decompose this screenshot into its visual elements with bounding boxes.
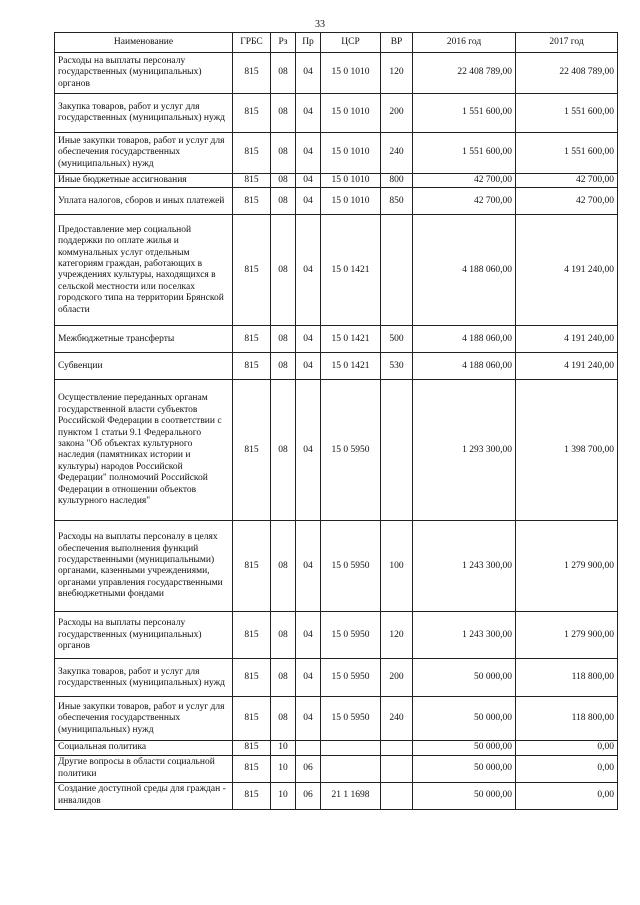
row-grbs: 815 xyxy=(233,353,271,380)
row-csr: 15 0 5950 xyxy=(321,521,381,612)
row-2016: 22 408 789,00 xyxy=(413,53,516,94)
row-name: Уплата налогов, сборов и иных платежей xyxy=(55,188,233,215)
row-vr: 850 xyxy=(381,188,413,215)
row-2017: 4 191 240,00 xyxy=(516,326,618,353)
table-row xyxy=(55,94,618,133)
row-vr: 120 xyxy=(381,53,413,94)
row-pr: 04 xyxy=(296,188,321,215)
row-pr: 04 xyxy=(296,215,321,326)
row-vr xyxy=(381,380,413,521)
row-pr: 04 xyxy=(296,612,321,659)
row-csr: 15 0 1421 xyxy=(321,215,381,326)
row-2016: 4 188 060,00 xyxy=(413,326,516,353)
row-vr: 200 xyxy=(381,94,413,133)
row-pr: 04 xyxy=(296,380,321,521)
row-rz: 08 xyxy=(271,94,296,133)
row-2016: 4 188 060,00 xyxy=(413,353,516,380)
row-rz: 08 xyxy=(271,188,296,215)
row-csr xyxy=(321,741,381,755)
row-vr: 800 xyxy=(381,174,413,188)
table-row xyxy=(55,215,618,326)
page-number: 33 xyxy=(315,19,325,30)
row-pr: 04 xyxy=(296,326,321,353)
column-header-2017: 2017 год xyxy=(516,33,618,53)
row-2016: 1 243 300,00 xyxy=(413,521,516,612)
row-name: Иные закупки товаров, работ и услуг для обеспечения государственных (муниципальных) нужд xyxy=(55,133,233,174)
row-2016: 42 700,00 xyxy=(413,174,516,188)
row-2017: 1 279 900,00 xyxy=(516,521,618,612)
row-2016: 50 000,00 xyxy=(413,659,516,697)
row-2016: 4 188 060,00 xyxy=(413,215,516,326)
row-pr: 04 xyxy=(296,659,321,697)
table-row xyxy=(55,612,618,659)
table-row xyxy=(55,188,618,215)
row-pr: 04 xyxy=(296,53,321,94)
table-row xyxy=(55,53,618,94)
row-2017: 0,00 xyxy=(516,782,618,809)
row-grbs: 815 xyxy=(233,133,271,174)
row-rz: 08 xyxy=(271,353,296,380)
row-2017: 0,00 xyxy=(516,741,618,755)
row-2016: 42 700,00 xyxy=(413,188,516,215)
row-csr: 15 0 1010 xyxy=(321,174,381,188)
row-name: Закупка товаров, работ и услуг для государственных (муниципальных) нужд xyxy=(55,94,233,133)
row-pr: 04 xyxy=(296,133,321,174)
row-name: Субвенции xyxy=(55,353,233,380)
row-grbs: 815 xyxy=(233,755,271,782)
row-grbs: 815 xyxy=(233,188,271,215)
row-vr xyxy=(381,741,413,755)
row-grbs: 815 xyxy=(233,612,271,659)
row-grbs: 815 xyxy=(233,697,271,741)
row-name: Иные бюджетные ассигнования xyxy=(55,174,233,188)
row-grbs: 815 xyxy=(233,174,271,188)
row-grbs: 815 xyxy=(233,326,271,353)
row-pr: 04 xyxy=(296,94,321,133)
row-name: Межбюджетные трансферты xyxy=(55,326,233,353)
budget-table xyxy=(54,32,618,810)
table-row xyxy=(55,380,618,521)
row-grbs: 815 xyxy=(233,94,271,133)
row-vr: 200 xyxy=(381,659,413,697)
row-2017: 118 800,00 xyxy=(516,697,618,741)
row-2016: 50 000,00 xyxy=(413,782,516,809)
column-header-2016: 2016 год xyxy=(413,33,516,53)
row-vr xyxy=(381,755,413,782)
row-grbs: 815 xyxy=(233,741,271,755)
row-pr: 04 xyxy=(296,174,321,188)
row-csr: 15 0 1010 xyxy=(321,94,381,133)
row-2017: 0,00 xyxy=(516,755,618,782)
table-header-row xyxy=(55,33,618,53)
row-vr xyxy=(381,782,413,809)
column-header-rz: Рз xyxy=(271,33,296,53)
row-2017: 1 551 600,00 xyxy=(516,133,618,174)
row-2016: 1 293 300,00 xyxy=(413,380,516,521)
row-2017: 1 398 700,00 xyxy=(516,380,618,521)
row-name: Расходы на выплаты персоналу государственных (муниципальных) органов xyxy=(55,53,233,94)
row-2017: 1 551 600,00 xyxy=(516,94,618,133)
row-2016: 1 551 600,00 xyxy=(413,133,516,174)
row-name: Расходы на выплаты персоналу государственных (муниципальных) органов xyxy=(55,612,233,659)
table-row xyxy=(55,697,618,741)
row-2017: 4 191 240,00 xyxy=(516,215,618,326)
row-pr xyxy=(296,741,321,755)
row-rz: 08 xyxy=(271,326,296,353)
row-name: Иные закупки товаров, работ и услуг для обеспечения государственных (муниципальных) нужд xyxy=(55,697,233,741)
row-rz: 08 xyxy=(271,521,296,612)
row-name: Предоставление мер социальной поддержки по оплате жилья и коммунальных услуг отдельным категориям граждан, работающих в учреждениях культуры, находящихся в сельской местности или поселках городского типа на территории Брянской области xyxy=(55,215,233,326)
row-rz: 10 xyxy=(271,741,296,755)
row-csr: 21 1 1698 xyxy=(321,782,381,809)
column-header-name: Наименование xyxy=(55,33,233,53)
row-vr: 530 xyxy=(381,353,413,380)
row-rz: 08 xyxy=(271,697,296,741)
row-vr: 240 xyxy=(381,697,413,741)
row-name: Расходы на выплаты персоналу в целях обеспечения выполнения функций государственными (муниципальными) органами, казенными учреждениями, органами управления государственными внебюджетными фондами xyxy=(55,521,233,612)
row-2017: 42 700,00 xyxy=(516,174,618,188)
row-name: Осуществление переданных органам государственной власти субъектов Российской Федерации в соответствии с пунктом 1 статьи 9.1 Федерального закона "Об объектах культурного наследия (памятниках истории и культуры) народов Российской Федерации" полномочий Российской Федерации в отношении объектов культурного наследия" xyxy=(55,380,233,521)
table-row xyxy=(55,521,618,612)
table-row xyxy=(55,326,618,353)
row-grbs: 815 xyxy=(233,215,271,326)
row-vr: 500 xyxy=(381,326,413,353)
row-2017: 22 408 789,00 xyxy=(516,53,618,94)
row-csr: 15 0 1010 xyxy=(321,188,381,215)
row-csr: 15 0 5950 xyxy=(321,697,381,741)
row-name: Создание доступной среды для граждан - инвалидов xyxy=(55,782,233,809)
row-pr: 06 xyxy=(296,782,321,809)
row-name: Социальная политика xyxy=(55,741,233,755)
row-csr: 15 0 1421 xyxy=(321,353,381,380)
row-grbs: 815 xyxy=(233,782,271,809)
row-pr: 06 xyxy=(296,755,321,782)
row-rz: 08 xyxy=(271,612,296,659)
row-name: Другие вопросы в области социальной политики xyxy=(55,755,233,782)
row-grbs: 815 xyxy=(233,53,271,94)
row-vr: 100 xyxy=(381,521,413,612)
row-vr xyxy=(381,215,413,326)
row-csr: 15 0 1010 xyxy=(321,53,381,94)
row-rz: 08 xyxy=(271,659,296,697)
row-csr xyxy=(321,755,381,782)
row-2017: 118 800,00 xyxy=(516,659,618,697)
row-2017: 42 700,00 xyxy=(516,188,618,215)
row-csr: 15 0 5950 xyxy=(321,612,381,659)
row-2017: 4 191 240,00 xyxy=(516,353,618,380)
row-2016: 50 000,00 xyxy=(413,741,516,755)
row-rz: 08 xyxy=(271,53,296,94)
row-pr: 04 xyxy=(296,697,321,741)
row-2016: 50 000,00 xyxy=(413,697,516,741)
row-csr: 15 0 1010 xyxy=(321,133,381,174)
column-header-vr: ВР xyxy=(381,33,413,53)
row-csr: 15 0 5950 xyxy=(321,380,381,521)
row-rz: 08 xyxy=(271,174,296,188)
row-pr: 04 xyxy=(296,521,321,612)
row-2016: 1 551 600,00 xyxy=(413,94,516,133)
row-grbs: 815 xyxy=(233,659,271,697)
row-2016: 1 243 300,00 xyxy=(413,612,516,659)
column-header-grbs: ГРБС xyxy=(233,33,271,53)
row-rz: 10 xyxy=(271,782,296,809)
row-rz: 08 xyxy=(271,380,296,521)
table-row xyxy=(55,741,618,755)
table-row xyxy=(55,174,618,188)
row-rz: 08 xyxy=(271,215,296,326)
column-header-pr: Пр xyxy=(296,33,321,53)
row-2017: 1 279 900,00 xyxy=(516,612,618,659)
table-row xyxy=(55,353,618,380)
row-pr: 04 xyxy=(296,353,321,380)
row-2016: 50 000,00 xyxy=(413,755,516,782)
row-csr: 15 0 5950 xyxy=(321,659,381,697)
row-csr: 15 0 1421 xyxy=(321,326,381,353)
row-grbs: 815 xyxy=(233,380,271,521)
row-rz: 10 xyxy=(271,755,296,782)
table-row xyxy=(55,782,618,809)
row-grbs: 815 xyxy=(233,521,271,612)
column-header-csr: ЦСР xyxy=(321,33,381,53)
row-vr: 120 xyxy=(381,612,413,659)
table-row xyxy=(55,659,618,697)
row-name: Закупка товаров, работ и услуг для государственных (муниципальных) нужд xyxy=(55,659,233,697)
row-vr: 240 xyxy=(381,133,413,174)
table-row xyxy=(55,133,618,174)
row-rz: 08 xyxy=(271,133,296,174)
table-row xyxy=(55,755,618,782)
